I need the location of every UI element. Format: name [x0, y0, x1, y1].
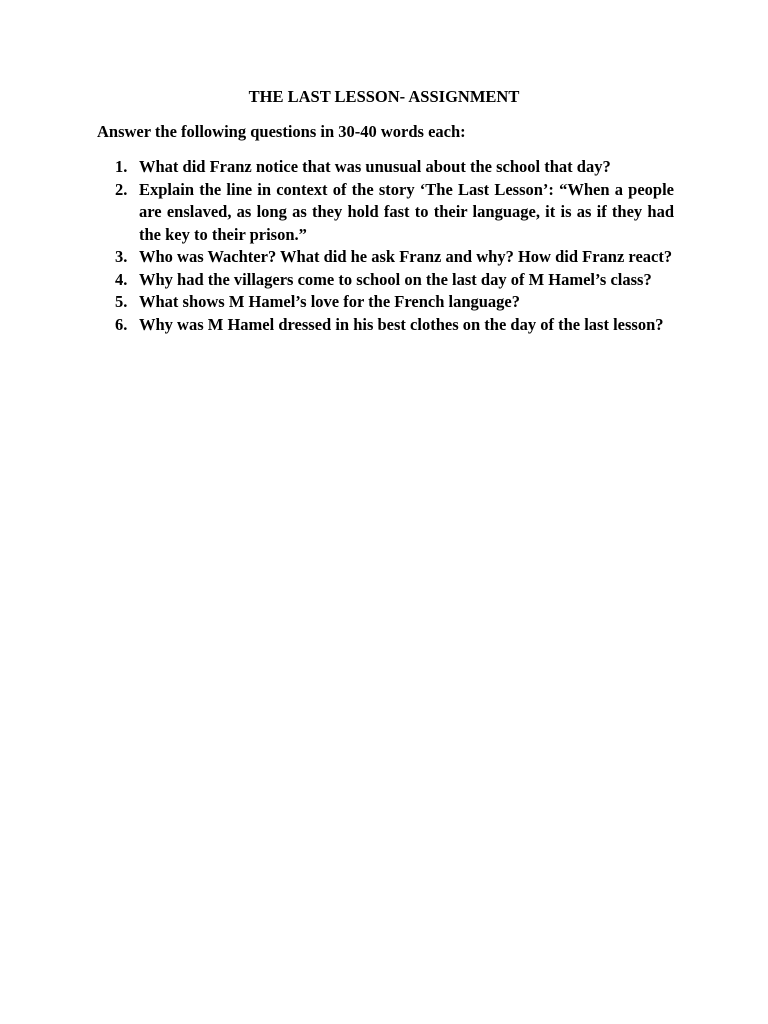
instruction-text: Answer the following questions in 30-40 words each:: [97, 122, 466, 141]
question-number: 3.: [115, 247, 128, 266]
question-text: Why was M Hamel dressed in his best clothes on the day of the last lesson?: [139, 314, 664, 334]
question-number: 6.: [115, 314, 128, 334]
question-item: [97, 179, 674, 247]
question-item: [97, 269, 674, 292]
question-number: 1.: [115, 157, 128, 176]
question-text: What did Franz notice that was unusual about the school that day?: [139, 157, 611, 176]
question-list: [97, 156, 674, 336]
question-item: [97, 156, 674, 179]
question-text: Why had the villagers come to school on the last day of M Hamel’s class?: [139, 269, 652, 289]
question-text: Explain the line in context of the story ‘The Last Lesson’: “When a people are enslaved, as long as they hold fast to their language, it is as if they had the key to their prison.”: [139, 179, 674, 244]
question-number: 5.: [115, 292, 128, 311]
question-text: What shows M Hamel’s love for the French language?: [139, 292, 521, 311]
document-title: THE LAST LESSON- ASSIGNMENT: [248, 87, 520, 106]
question-item: [97, 314, 674, 337]
question-item: [97, 246, 674, 269]
question-number: 2.: [115, 179, 128, 199]
question-number: 4.: [115, 269, 128, 289]
question-item: [97, 291, 674, 314]
question-text: Who was Wachter? What did he ask Franz and why? How did Franz react?: [139, 247, 673, 266]
